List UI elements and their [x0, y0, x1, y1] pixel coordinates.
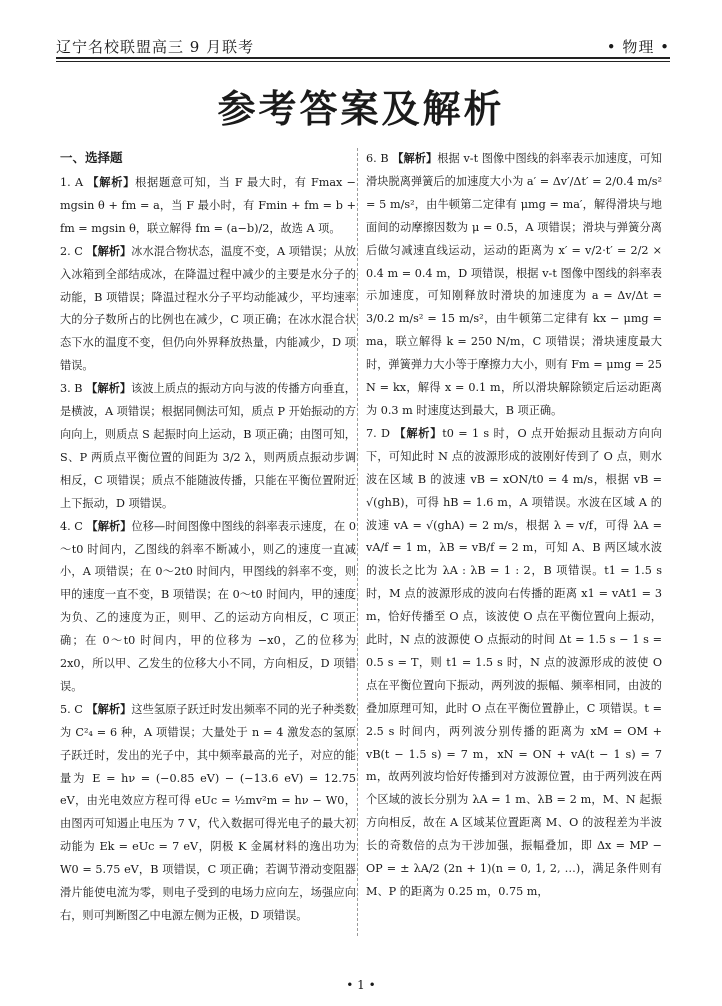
answer-item-6 [366, 148, 662, 423]
page-title: 参考答案及解析 [217, 87, 505, 131]
analysis-tag: 【解析】 [394, 426, 443, 440]
answer-item-2 [60, 241, 356, 378]
item-lead: 4. C [60, 519, 87, 533]
answer-item-1 [60, 172, 356, 241]
left-column [60, 148, 356, 928]
header-rule-thick [56, 57, 670, 59]
section-title: 一、选择题 [60, 150, 123, 165]
answer-item-3 [60, 378, 356, 515]
analysis-tag: 【解析】 [86, 702, 132, 716]
item-body: 根据题意可知，当 F 最大时，有 Fmax − mgsin θ + fm = a，当 F 最小时，有 Fmin + fm = b + fm = mgsin θ，联立解得 fm = (a−b)/2，故选 A 项。 [60, 176, 356, 235]
answer-item-5 [60, 699, 356, 928]
answer-item-4 [60, 516, 356, 699]
item-body: 根据 v-t 图像中图线的斜率表示加速度，可知滑块脱离弹簧后的加速度大小为 a′ = Δv′/Δt′ = 2/0.4 m/s² = 5 m/s²，由牛顿第二定律有 μmg = ma′，解得滑块与地面间的动摩擦因数为 μ = 0.5，A 项错误；滑块与弹簧分离后做匀减速直线运动，运动的距离为 x′ = v/2·t′ = 2/2 × 0.4 m = 0.4 m，D 项错误，根据 v-t 图像中图线的斜率表示加速度，可知刚释放时滑块的加速度为 a = Δv/Δt = 3/0.2 m/s² = 15 m/s²，由牛顿第二定律有 kx − μmg = ma，联立解得 k = 250 N/m，C 项错误；滑块速度最大时，弹簧弹力大小等于摩擦力大小，则有 Fm = μmg = 25 N = kx，解得 x = 0.1 m，所以滑块解除锁定后运动距离为 0.3 m 时速度达到最大，B 项正确。 [366, 152, 662, 417]
item-lead: 3. B [60, 382, 87, 396]
item-body: 位移—时间图像中图线的斜率表示速度，在 0～t0 时间内，乙图线的斜率不断减小，则乙的速度一直减小，A 项错误；在 0～2t0 时间内，甲图线的斜率不变，则甲的速度一直不变，B 项错误；在 0～t0 时间内，甲的速度为负、乙的速度为正，则甲、乙的运动方向相反，C 项正确；在 0～t0 时间内，甲的位移为 −x0，乙的位移为 2x0，所以甲、乙发生的位移大小不同，方向相反，D 项错误。 [60, 519, 356, 693]
item-body: 该波上质点的振动方向与波的传播方向垂直，是横波，A 项错误；根据同侧法可知，质点 P 开始振动的方向向上，则质点 S 起振时向上运动，B 项正确；由图可知，S、P 两质点平衡位置的间距为 3/2 λ，则两质点振动步调相反，C 项错误；质点不能随波传播，只能在平衡位置附近上下振动，D 项错误。 [60, 382, 356, 510]
item-body: 冰水混合物状态，温度不变，A 项错误；从放入冰箱到全部结成冰，在降温过程中减少的主要是水分子的动能，B 项错误；降温过程水分子平均动能减少，平均速率大的分子数所占的比例也在减少，C 项正确；在冰水混合状态下水的温度不变，但仍向外界释放热量，内能减少，D 项错误。 [60, 244, 356, 373]
item-lead: 5. C [60, 702, 87, 716]
item-body: t0 = 1 s 时，O 点开始振动且振动方向向下，可知此时 N 点的波源形成的波刚好传到了 O 点，则水波在区域 B 的波速 vB = xON/t0 = 4 m/s，根据 vB = √(ghB)，可得 hB = 1.6 m，A 项错误。水波在区域 A 的波速 vA = √(ghA) = 2 m/s，根据 λ = v/f，可得 λA = vA/f = 1 m，λB = vB/f = 2 m，可知 A、B 两区域水波的波长之比为 λA : λB = 1 : 2，B 项错误。t1 = 1.5 s 时，M 点的波源形成的波向右传播的距离 x1 = vAt1 = 3 m，恰好传播至 O 点，该波使 O 点在平衡位置向上振动，此时，N 点的波源使 O 点振动的时间 Δt = 1.5 s − 1 s = 0.5 s = T，则 t1 = 1.5 s 时，N 点的波源形成的波使 O 点在平衡位置向下振动，两列波的振幅、频率相同，由波的叠加原理可知，此时 O 点在平衡位置静止，C 项错误。t = 2.5 s 时间内，两列波分别传播的距离为 xM = OM + vB(t − 1.5 s) = 7 m，xN = ON + vA(t − 1 s) = 7 m，故两列波均恰好传播到对方波源位置，由于两列波在两个区域的波长分别为 λA = 1 m、λB = 2 m，M、N 起振方向相反，故在 A 区域某位置距离 M、O 的波程差为半波长的奇数倍的点为干涉加强，振幅叠加，即 Δx = MP − OP = ± λA/2 (2n + 1)(n = 0, 1, 2, …)，满足条件则有 M、P 的距离为 0.25 m，0.75 m， [366, 426, 662, 898]
header-exam-title: 辽宁名校联盟高三 9 月联考 [56, 38, 255, 56]
header-subject: • 物理 • [606, 38, 670, 56]
analysis-tag: 【解析】 [86, 244, 132, 258]
page-number: • 1 • [346, 978, 376, 992]
answer-item-7 [366, 423, 662, 904]
column-divider [357, 148, 358, 936]
item-body: 这些氢原子跃迁时发出频率不同的光子种类数为 C²₄ = 6 种，A 项错误；大量处于 n = 4 激发态的氢原子跃迁时，发出的光子中，其中频率最高的光子，对应的能量为 E = hν = (−0.85 eV) − (−13.6 eV) = 12.75 eV，由光电效应方程可得 eUc = ½mv²m = hν − W0，由图丙可知遏止电压为 7 V，代入数据可得光电子的最大初动能为 Ek = eUc = 7 eV，阴极 K 金属材料的逸出功为 W0 = 5.75 eV，B 项错误，C 项正确；若调节滑动变阻器滑片能使电流为零，则电子受到的电场力应向左，场强应向右，则可判断图乙中电源左侧为正极，D 项错误。 [60, 702, 356, 922]
item-lead: 6. B [366, 152, 393, 165]
analysis-tag: 【解析】 [392, 152, 438, 165]
header-rule-thin [56, 61, 670, 62]
right-column [366, 148, 662, 904]
page-header [56, 32, 670, 58]
analysis-tag: 【解析】 [87, 176, 136, 189]
analysis-tag: 【解析】 [86, 382, 132, 396]
item-lead: 1. A [60, 176, 88, 189]
item-lead: 2. C [60, 244, 87, 258]
analysis-tag: 【解析】 [86, 519, 132, 533]
item-lead: 7. D [366, 426, 395, 440]
